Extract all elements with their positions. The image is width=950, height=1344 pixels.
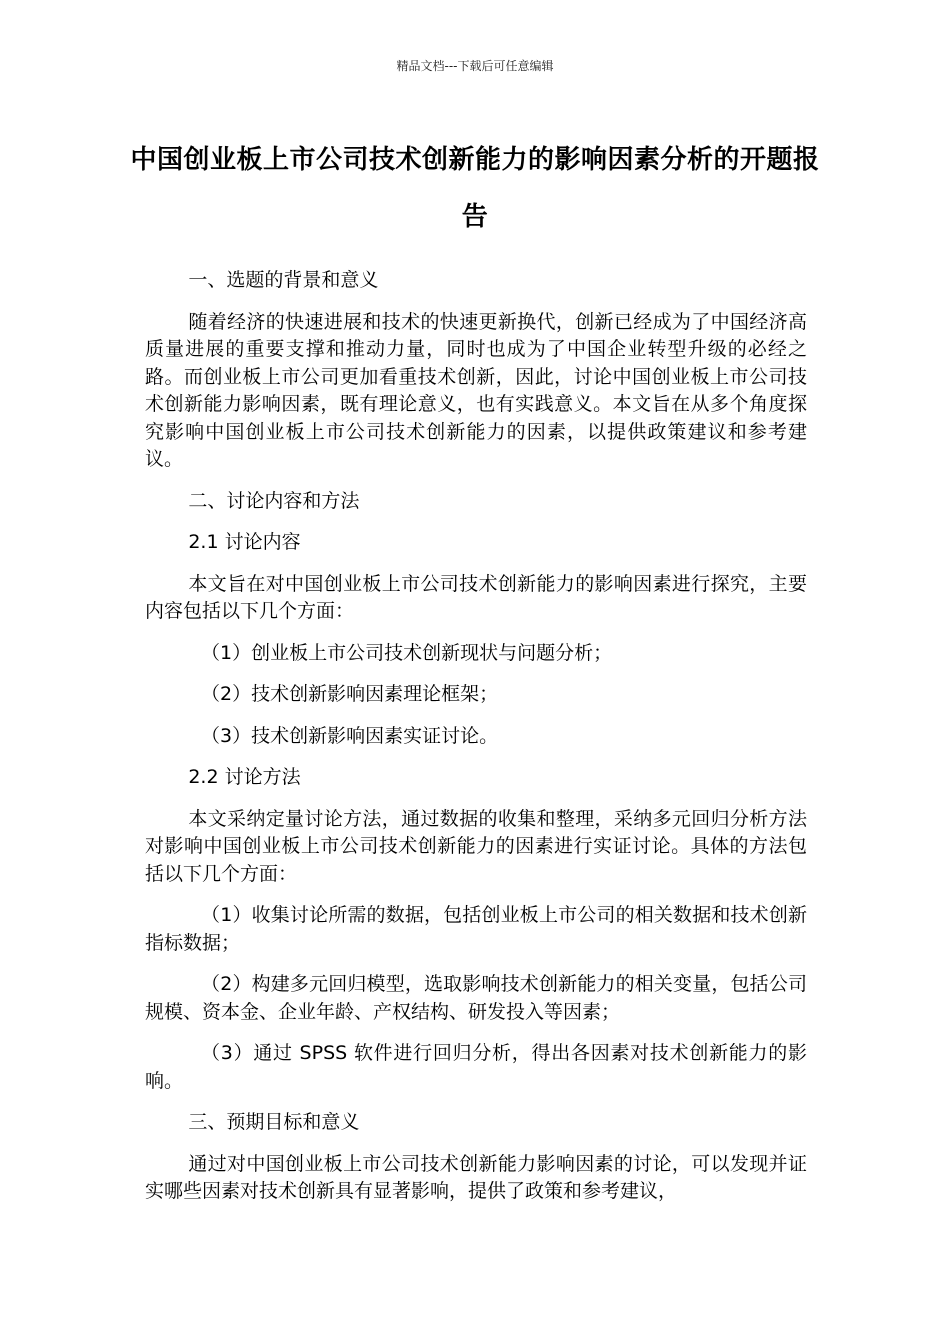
section-2-1-item-2: （2）技术创新影响因素理论框架； (201, 683, 499, 705)
section-3-heading: 三、预期目标和意义 (188, 1111, 360, 1133)
section-2-2-heading: 2.2 讨论方法 (188, 766, 301, 788)
section-2-heading: 二、讨论内容和方法 (188, 489, 360, 512)
section-1-heading: 一、选题的背景和意义 (188, 269, 379, 291)
section-2-2-paragraph: 本文采纳定量讨论方法，通过数据的收集和整理，采纳多元回归分析方法对影响中国创业板上市公司技术创新能力的因素进行实证讨论。具体的方法包括以下几个方面： (145, 807, 807, 885)
document-body (145, 267, 807, 1220)
section-2-1-item-1: （1）创业板上市公司技术创新现状与问题分析； (201, 641, 613, 664)
section-1-paragraph: 随着经济的快速进展和技术的快速更新换代，创新已经成为了中国经济高质量进展的重要支撑和推动力量，同时也成为了中国企业转型升级的必经之路。而创业板上市公司更加看重技术创新，因此，讨论中国创业板上市公司技术创新能力影响因素，既有理论意义，也有实践意义。本文旨在从多个角度探究影响中国创业板上市公司技术创新能力的因素，以提供政策建议和参考建议。 (145, 310, 807, 470)
section-2-1-heading: 2.1 讨论内容 (188, 531, 301, 553)
section-2-2-item-1: （1）收集讨论所需的数据，包括创业板上市公司的相关数据和技术创新指标数据； (145, 904, 807, 954)
header-note: 精品文档---下载后可任意编辑 (396, 59, 554, 73)
section-3-paragraph: 通过对中国创业板上市公司技术创新能力影响因素的讨论，可以发现并证实哪些因素对技术创新具有显著影响，提供了政策和参考建议， (145, 1152, 807, 1202)
section-2-2-item-3: （3）通过 SPSS 软件进行回归分析，得出各因素对技术创新能力的影响。 (145, 1042, 807, 1092)
section-2-1-item-3: （3）技术创新影响因素实证讨论。 (201, 724, 499, 747)
section-2-1-paragraph: 本文旨在对中国创业板上市公司技术创新能力的影响因素进行探究，主要内容包括以下几个方面： (145, 572, 807, 622)
page-title: 中国创业板上市公司技术创新能力的影响因素分析的开题报告 (130, 145, 820, 232)
section-2-2-item-2: （2）构建多元回归模型，选取影响技术创新能力的相关变量，包括公司规模、资本金、企业年龄、产权结构、研发投入等因素； (145, 973, 807, 1023)
